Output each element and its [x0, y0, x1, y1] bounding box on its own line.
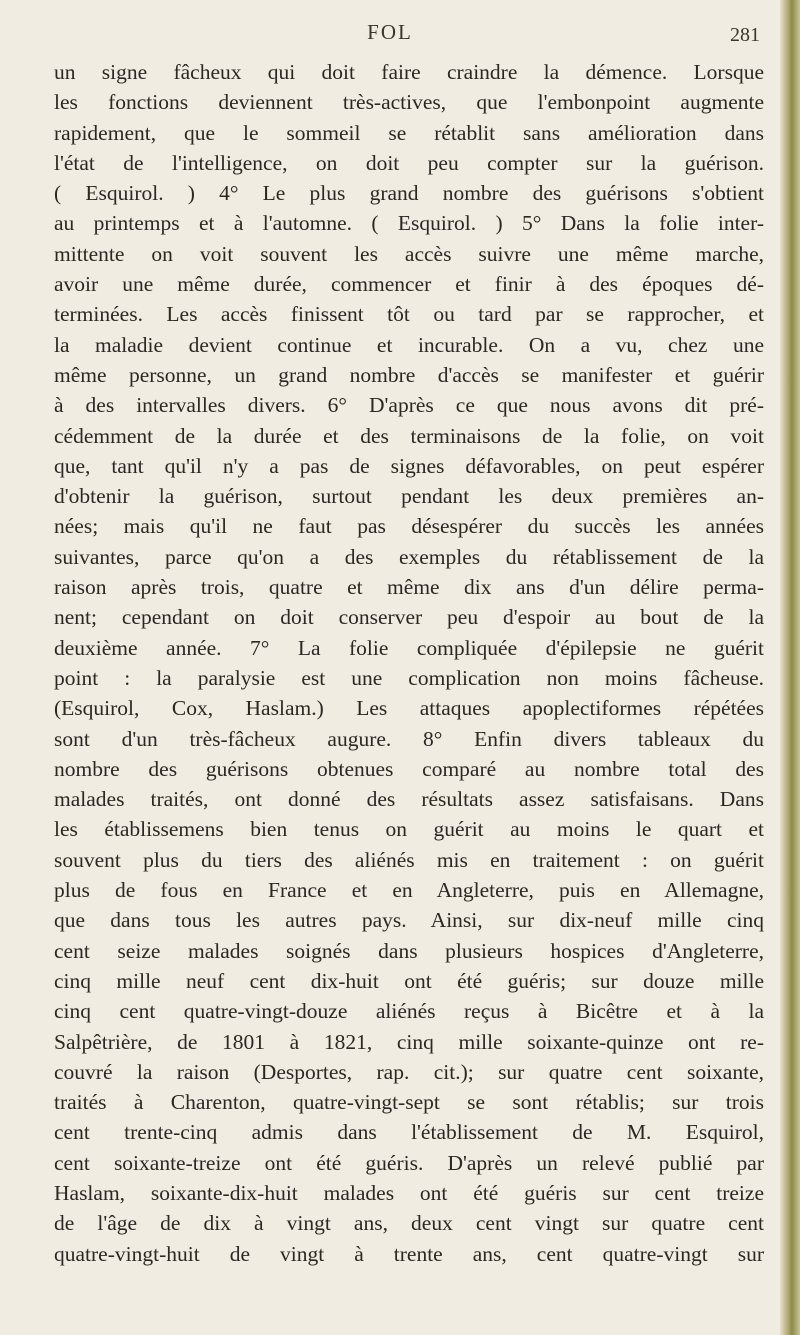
page-number: 281 — [730, 24, 760, 46]
text-line: un signe fâcheux qui doit faire craindre la démence. Lorsque — [54, 60, 764, 84]
text-line: Salpêtrière, de 1801 à 1821, cinq mille soixante-quinze ont re- — [54, 1029, 764, 1054]
text-line: malades traités, ont donné des résultats assez satisfaisans. Dans — [54, 787, 764, 812]
text-line: ( Esquirol. ) 4° Le plus grand nombre des guérisons s'obtient — [54, 181, 764, 206]
text-line: à des intervalles divers. 6° D'après ce que nous avons dit pré- — [54, 393, 764, 418]
text-line: quatre-vingt-huit de vingt à trente ans, cent quatre-vingt sur — [54, 1241, 764, 1266]
text-line: même personne, un grand nombre d'accès se manifester et guérir — [54, 362, 764, 387]
text-line: sont d'un très-fâcheux augure. 8° Enfin divers tableaux du — [54, 726, 764, 751]
running-head: FOL — [367, 20, 413, 44]
text-line: au printemps et à l'automne. ( Esquirol. ) 5° Dans la folie inter- — [54, 211, 764, 236]
text-line: nent; cependant on doit conserver peu d'espoir au bout de la — [54, 605, 764, 630]
text-line: avoir une même durée, commencer et finir à des époques dé- — [54, 272, 764, 297]
text-line: d'obtenir la guérison, surtout pendant les deux premières an- — [54, 484, 764, 509]
text-line: cédemment de la durée et des terminaisons de la folie, on voit — [54, 423, 764, 448]
text-line: raison après trois, quatre et même dix ans d'un délire perma- — [54, 575, 764, 600]
text-line: cent trente-cinq admis dans l'établissement de M. Esquirol, — [54, 1120, 764, 1145]
text-line: les fonctions deviennent très-actives, que l'embonpoint augmente — [54, 90, 764, 115]
text-line: cinq cent quatre-vingt-douze aliénés reçus à Bicêtre et à la — [54, 999, 764, 1024]
page-edge — [780, 0, 800, 1335]
text-line: couvré la raison (Desportes, rap. cit.); sur quatre cent soixante, — [54, 1059, 764, 1084]
text-line: rapidement, que le sommeil se rétablit sans amélioration dans — [54, 120, 764, 145]
text-line: suivantes, parce qu'on a des exemples du rétablissement de la — [54, 544, 764, 569]
text-line: cent soixante-treize ont été guéris. D'après un relevé publié par — [54, 1150, 764, 1175]
text-line: traités à Charenton, quatre-vingt-sept se sont rétablis; sur trois — [54, 1090, 764, 1115]
text-line: deuxième année. 7° La folie compliquée d'épilepsie ne guérit — [54, 635, 764, 660]
body-text — [54, 57, 764, 1269]
text-line: point : la paralysie est une complication non moins fâcheuse. — [54, 665, 764, 690]
text-line: (Esquirol, Cox, Haslam.) Les attaques apoplectiformes répétées — [54, 696, 764, 721]
text-line: cinq mille neuf cent dix-huit ont été guéris; sur douze mille — [54, 968, 764, 993]
text-line: que, tant qu'il n'y a pas de signes défavorables, on peut espérer — [54, 453, 764, 478]
text-line: nées; mais qu'il ne faut pas désespérer du succès les années — [54, 514, 764, 539]
text-line: mittente on voit souvent les accès suivre une même marche, — [54, 241, 764, 266]
text-line: plus de fous en France et en Angleterre, puis en Allemagne, — [54, 878, 764, 903]
text-line: Haslam, soixante-dix-huit malades ont été guéris sur cent treize — [54, 1180, 764, 1205]
text-line: les établissemens bien tenus on guérit au moins le quart et — [54, 817, 764, 842]
text-line: de l'âge de dix à vingt ans, deux cent vingt sur quatre cent — [54, 1211, 764, 1236]
text-line: que dans tous les autres pays. Ainsi, sur dix-neuf mille cinq — [54, 908, 764, 933]
text-line: souvent plus du tiers des aliénés mis en traitement : on guérit — [54, 847, 764, 872]
text-line: cent seize malades soignés dans plusieurs hospices d'Angleterre, — [54, 938, 764, 963]
text-line: la maladie devient continue et incurable. On a vu, chez une — [54, 332, 764, 357]
page-header — [0, 20, 800, 56]
text-line: l'état de l'intelligence, on doit peu compter sur la guérison. — [54, 150, 764, 175]
text-line: nombre des guérisons obtenues comparé au nombre total des — [54, 756, 764, 781]
text-line: terminées. Les accès finissent tôt ou tard par se rapprocher, et — [54, 302, 764, 327]
